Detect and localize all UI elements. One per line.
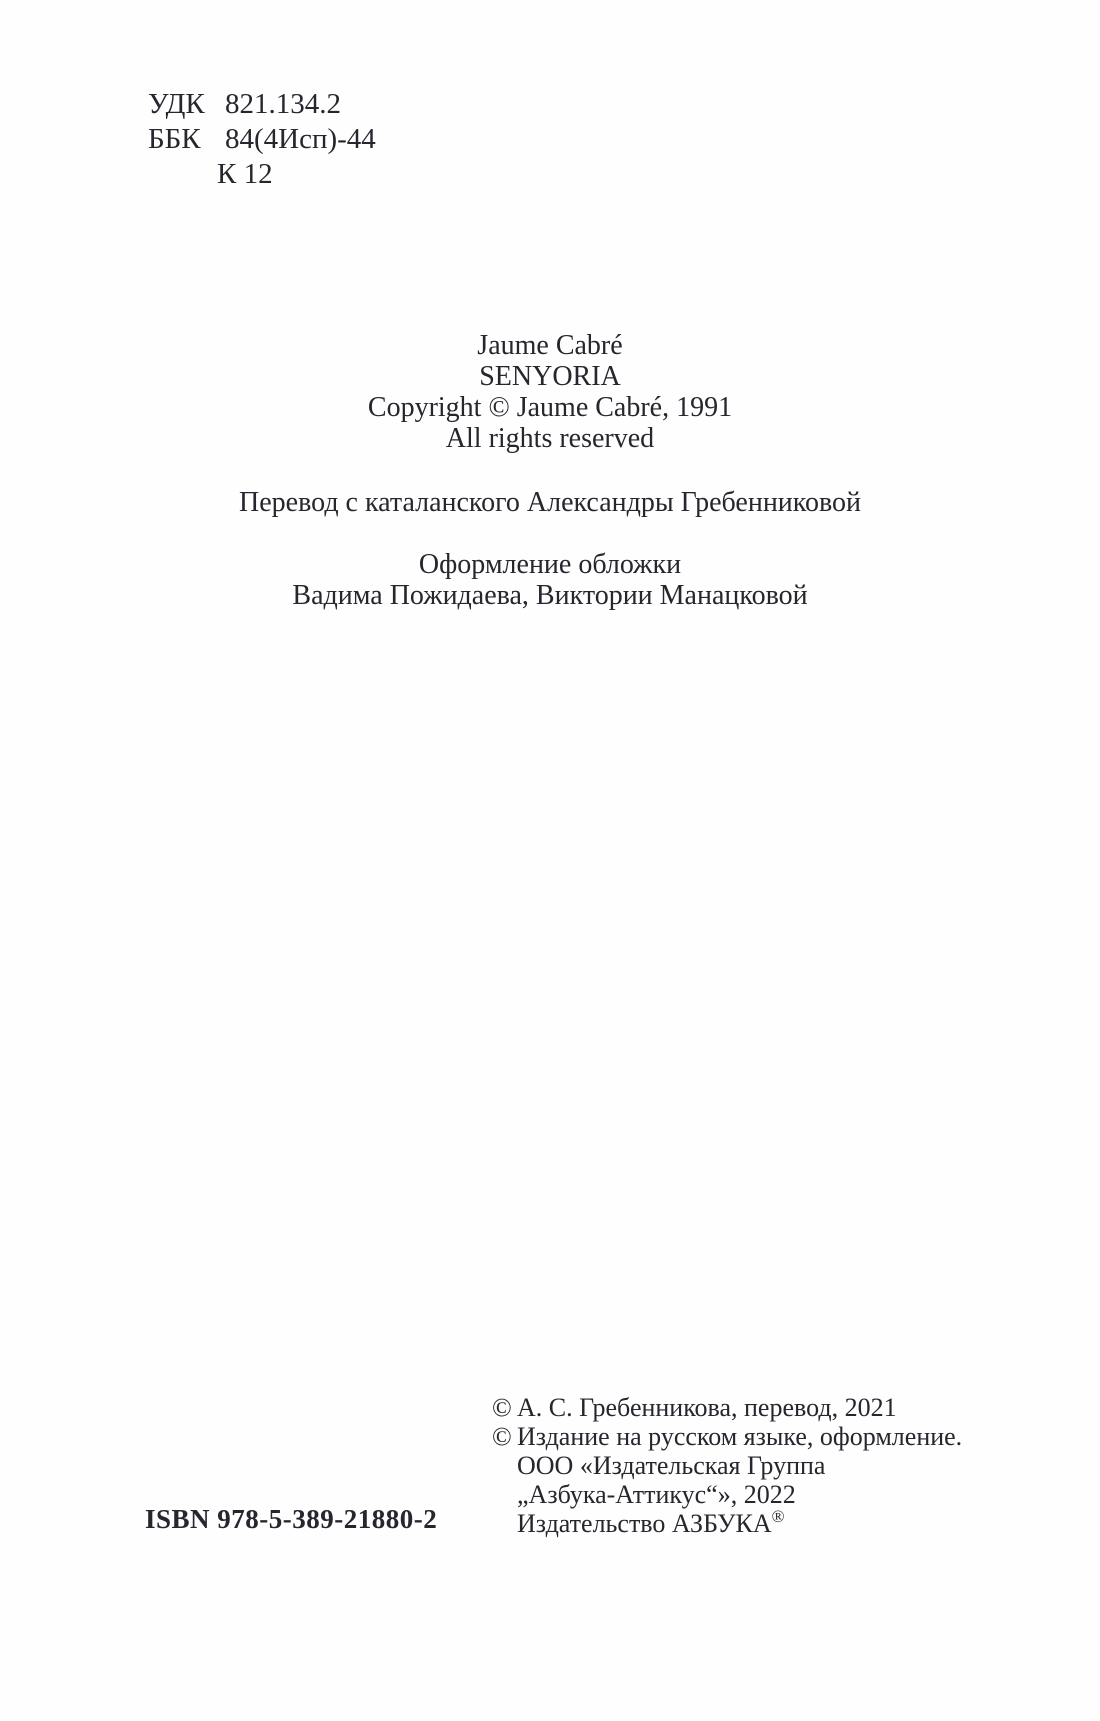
cover-design-title: Оформление обложки: [418, 549, 682, 580]
isbn: ISBN 978-5-389-21880-2: [145, 1504, 438, 1534]
credit-line-edition: [492, 1422, 962, 1451]
credit-translator-text: А. С. Гребенникова, перевод, 2021: [517, 1393, 897, 1422]
copyright-symbol: ©: [492, 1422, 512, 1451]
credit-publisher-group: ООО «Издательская Группа: [517, 1451, 826, 1480]
rights-line: All rights reserved: [445, 423, 655, 454]
translation-credit: [0, 487, 1100, 518]
bbk-line: [148, 122, 376, 157]
translation-line: Перевод с каталанского Александры Гребенниковой: [239, 487, 861, 518]
udc-value: 821.134.2: [225, 88, 341, 120]
credit-edition-text: Издание на русском языке, оформление.: [517, 1422, 963, 1451]
udc-label: УДК: [148, 88, 205, 120]
copyright-symbol: ©: [492, 1393, 512, 1422]
credit-line-translator: [492, 1393, 962, 1422]
bbk-label: ББК: [148, 123, 201, 155]
copyright-line: Copyright © Jaume Cabré, 1991: [367, 392, 733, 423]
credit-publisher-name-year: „Азбука-Аттикус“», 2022: [517, 1480, 796, 1509]
imprint-text: Издательство АЗБУКА: [517, 1509, 772, 1538]
credit-publisher-imprint: [492, 1509, 962, 1538]
classification-block: [148, 87, 376, 192]
registered-trademark-mark: ®: [771, 1507, 785, 1526]
original-title-block: [0, 330, 1100, 454]
bbk-value: 84(4Исп)-44: [225, 123, 376, 155]
udc-line: [148, 87, 376, 122]
original-author: Jaume Cabré: [477, 330, 623, 361]
author-sign: К 12: [217, 158, 273, 190]
cover-design-names: Вадима Пожидаева, Виктории Манацковой: [292, 580, 808, 611]
publisher-credits-block: [492, 1393, 962, 1538]
cover-design-credit: [0, 549, 1100, 611]
original-title: SENYORIA: [479, 361, 621, 392]
